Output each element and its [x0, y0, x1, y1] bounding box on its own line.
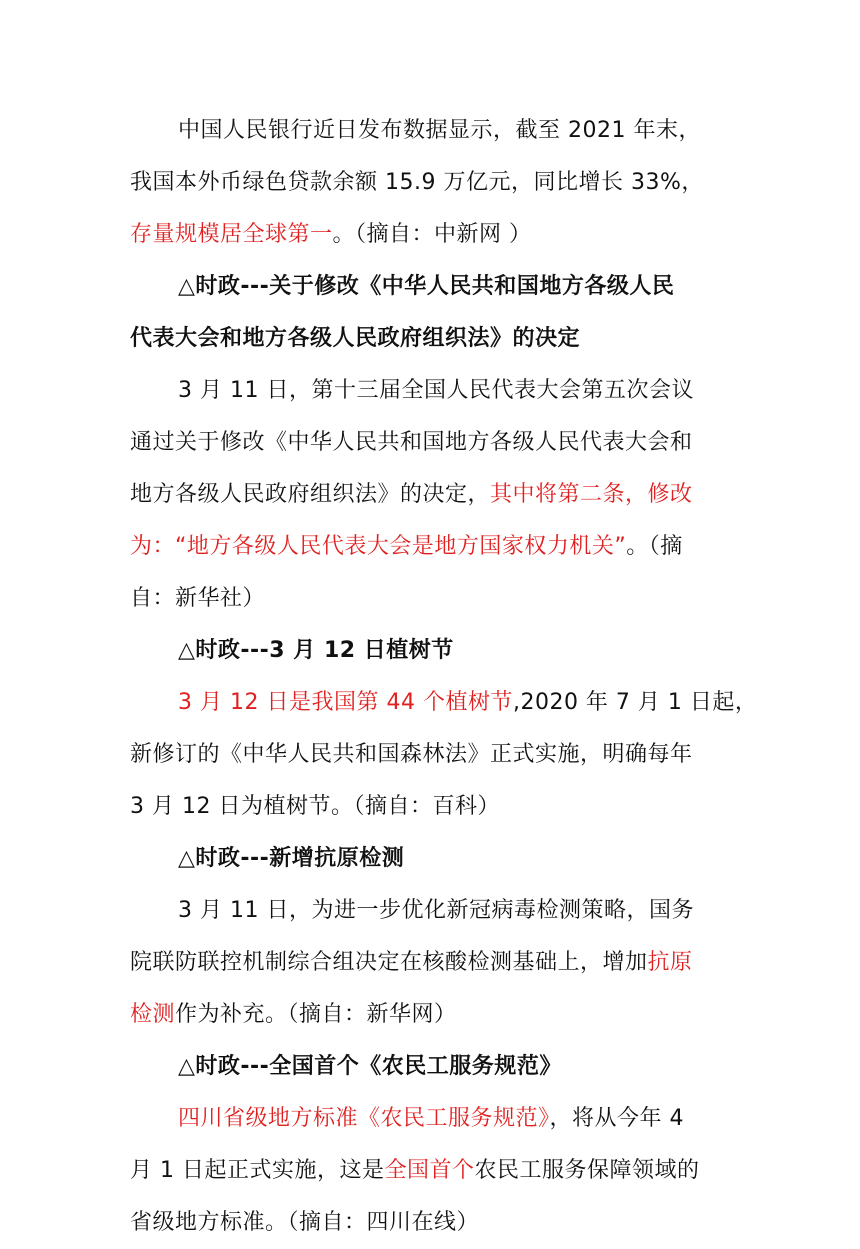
highlighted-text: 其中将第二条，修改 — [490, 482, 693, 507]
heading-line — [130, 1041, 730, 1093]
text-line — [130, 417, 730, 469]
migrant-worker-standard-paragraph — [130, 1093, 730, 1249]
body-text: 地方各级人民政府组织法》的决定， — [130, 482, 491, 507]
text-line — [130, 677, 758, 729]
highlighted-text: 全国首个 — [384, 1158, 475, 1183]
body-text: ,2020 年 7 月 1 日起， — [512, 690, 758, 715]
body-text: 省级地方标准。（摘自：四川在线） — [130, 1210, 480, 1235]
body-text: 农民工服务保障领域的 — [474, 1158, 700, 1183]
body-text: ，将从今年 4 — [549, 1106, 685, 1131]
heading-antigen-testing — [130, 833, 730, 885]
text-line — [130, 1197, 730, 1249]
body-text: 3 月 11 日，为进一步优化新冠病毒检测策略，国务 — [178, 898, 694, 923]
highlighted-text: 存量规模居全球第一 — [130, 222, 333, 247]
body-text: 自：新华社） — [130, 586, 266, 611]
body-text: △时政---新增抗原检测 — [178, 846, 405, 871]
body-text: 作为补充。（摘自：新华网） — [175, 1002, 457, 1027]
heading-line — [130, 261, 730, 313]
text-line — [130, 469, 730, 521]
text-line — [130, 937, 730, 989]
body-text: △时政---3 月 12 日植树节 — [178, 638, 454, 663]
body-text: 中国人民银行近日发布数据显示，截至 2021 年末， — [178, 118, 701, 143]
body-text: 我国本外币绿色贷款余额 15.9 万亿元，同比增长 33%， — [130, 170, 704, 195]
heading-line — [130, 833, 730, 885]
body-text: 。（摘自：中新网 ） — [332, 222, 532, 247]
text-line — [130, 105, 730, 157]
body-text: 3 月 11 日，第十三届全国人民代表大会第五次会议 — [178, 378, 694, 403]
body-text: 新修订的《中华人民共和国森林法》正式实施，明确每年 — [130, 742, 693, 767]
body-text: 代表大会和地方各级人民政府组织法》的决定 — [130, 326, 581, 351]
text-line — [130, 157, 730, 209]
text-line — [130, 365, 730, 417]
highlighted-text: 抗原 — [647, 950, 693, 975]
body-text: 院联防联控机制综合组决定在核酸检测基础上，增加 — [130, 950, 648, 975]
heading-local-congress-law — [130, 261, 730, 365]
body-text: △时政---关于修改《中华人民共和国地方各级人民 — [178, 274, 675, 299]
green-loan-paragraph — [130, 105, 730, 261]
text-line — [130, 781, 730, 833]
highlighted-text: 检测 — [130, 1002, 176, 1027]
antigen-testing-paragraph — [130, 885, 730, 1041]
heading-line — [130, 625, 730, 677]
heading-migrant-worker-standard — [130, 1041, 730, 1093]
text-line — [130, 989, 730, 1041]
body-text: 3 月 12 日为植树节。（摘自：百科） — [130, 794, 500, 819]
text-line — [130, 521, 730, 573]
heading-arbor-day — [130, 625, 730, 677]
text-line — [130, 209, 730, 261]
text-line — [130, 1093, 730, 1145]
body-text: 。（摘 — [626, 534, 683, 559]
highlighted-text: 为：“地方各级人民代表大会是地方国家权力机关” — [130, 534, 627, 559]
text-line — [130, 885, 730, 937]
body-text: △时政---全国首个《农民工服务规范》 — [178, 1054, 562, 1079]
text-line — [130, 573, 730, 625]
text-line — [130, 729, 730, 781]
heading-line — [130, 313, 730, 365]
highlighted-text: 四川省级地方标准《农民工服务规范》 — [178, 1106, 550, 1131]
highlighted-text: 3 月 12 日是我国第 44 个植树节 — [178, 690, 513, 715]
body-text: 月 1 日起正式实施，这是 — [130, 1158, 385, 1183]
body-text: 通过关于修改《中华人民共和国地方各级人民代表大会和 — [130, 430, 693, 455]
arbor-day-paragraph — [130, 677, 758, 833]
text-line — [130, 1145, 730, 1197]
local-congress-law-paragraph — [130, 365, 730, 625]
